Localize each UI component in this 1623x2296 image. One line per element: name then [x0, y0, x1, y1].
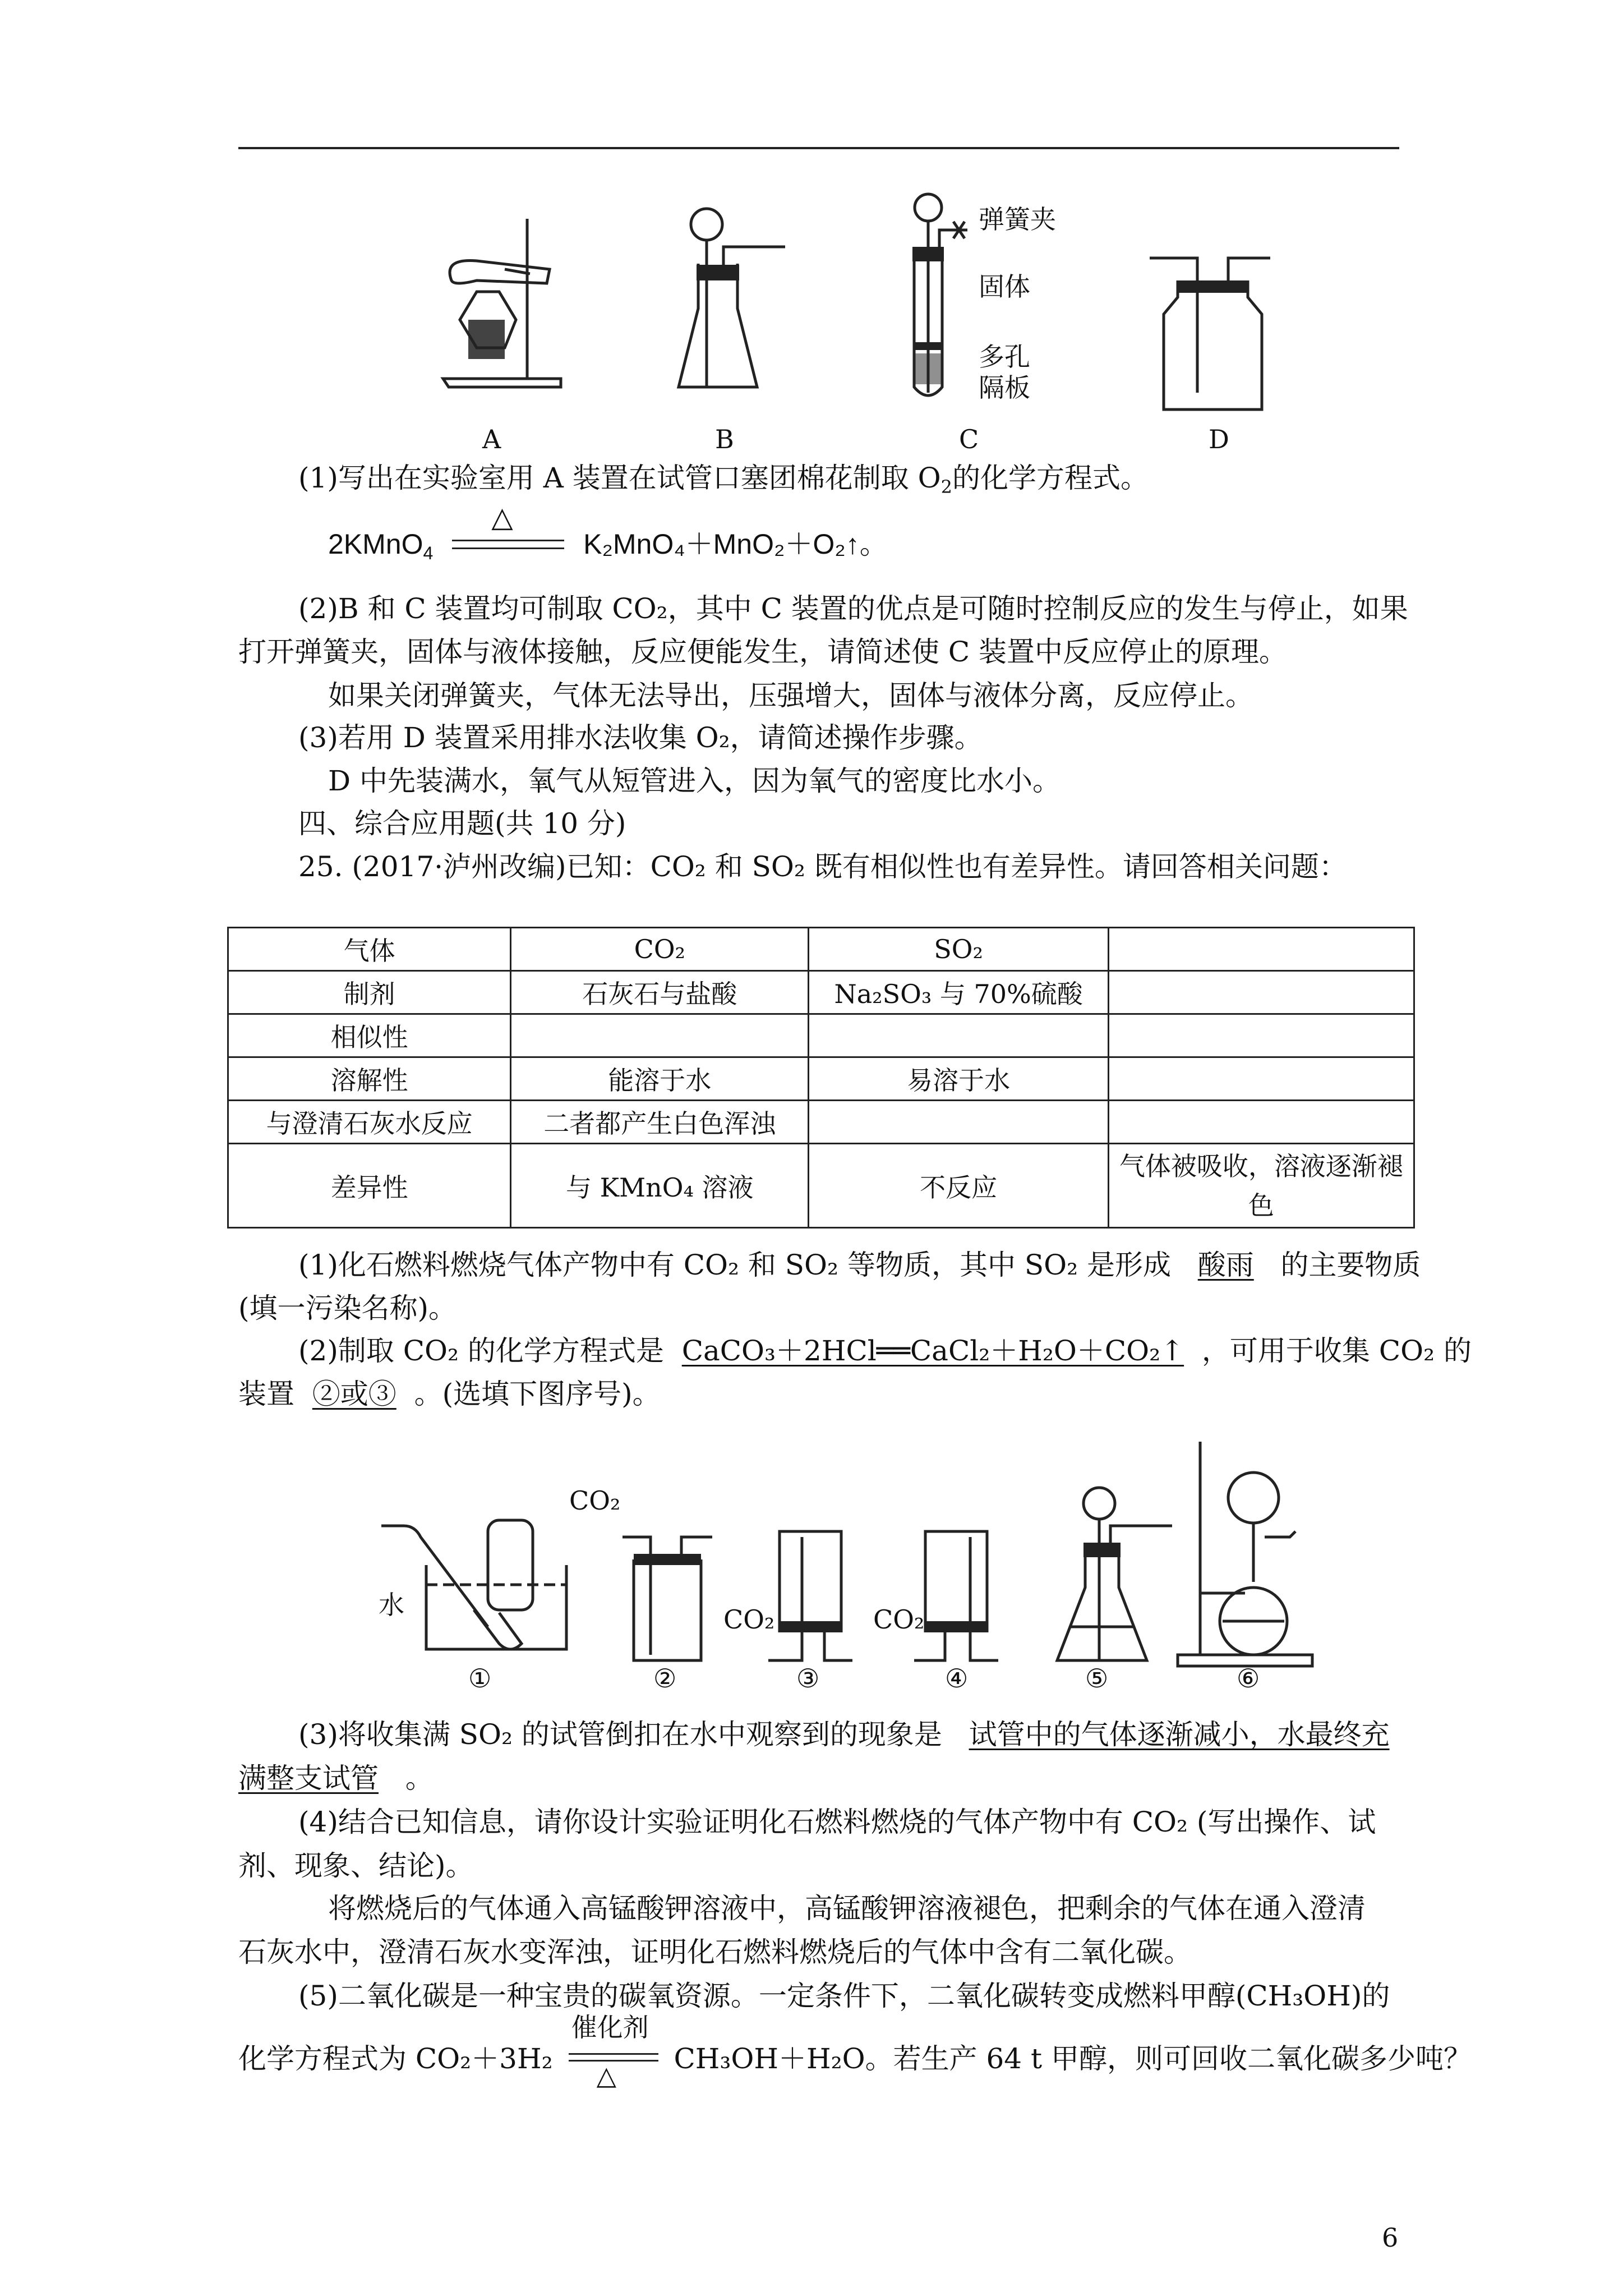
label-porous-1: 多孔 — [979, 342, 1030, 372]
device-5 — [1049, 1481, 1178, 1672]
table-row: 差异性 与 KMnO₄ 溶液 不反应 气体被吸收，溶液逐渐褪色 — [228, 1144, 1414, 1228]
q3-question: (3)若用 D 装置采用排水法收集 O₂，请简述操作步骤。 — [298, 721, 983, 754]
apparatus-b — [673, 202, 802, 398]
q3-answer: D 中先装满水，氧气从短管进入，因为氧气的密度比水小。 — [328, 765, 1061, 797]
answer-acid-rain: 酸雨 — [1197, 1249, 1254, 1281]
co2-label-2: CO₂ — [569, 1485, 621, 1516]
q2-line2: 打开弹簧夹，固体与液体接触，反应便能发生，请简述使 C 装置中反应停止的原理。 — [238, 636, 1288, 668]
q2-answer: 如果关闭弹簧夹，气体无法导出，压强增大，固体与液体分离，反应停止。 — [328, 679, 1253, 712]
q1-equation: 2KMnO$_4$ △ K₂MnO₄＋MnO₂＋O₂↑。 — [328, 501, 888, 563]
p4-answer-2: 石灰水中，澄清石灰水变浑浊，证明化石燃料燃烧后的气体中含有二氧化碳。 — [238, 1936, 1192, 1968]
comparison-table — [227, 927, 1415, 1228]
label-d: D — [1209, 424, 1229, 454]
p5-line1: (5)二氧化碳是一种宝贵的碳氧资源。一定条件下，二氧化碳转变成燃料甲醇(CH₃OH)的 — [298, 1980, 1390, 2012]
p4-answer-1: 将燃烧后的气体通入高锰酸钾溶液中，高锰酸钾溶液褪色，把剩余的气体在通入澄清 — [328, 1892, 1366, 1925]
heat-condition: △ — [596, 2060, 616, 2091]
p3-line2: 满整支试管 。 — [238, 1762, 434, 1795]
fig2-label-2: ② — [653, 1663, 677, 1694]
device-3 — [768, 1520, 858, 1660]
answer-phenomenon-2: 满整支试管 — [238, 1762, 379, 1795]
device-6 — [1178, 1442, 1346, 1672]
label-solid: 固体 — [979, 272, 1030, 302]
p1-line2: (填一污染名称)。 — [238, 1292, 457, 1324]
co2-label-4: CO₂ — [873, 1604, 925, 1635]
p4-line1: (4)结合已知信息，请你设计实验证明化石燃料燃烧的气体产物中有 CO₂ (写出操作、试 — [298, 1806, 1376, 1838]
q2-line1: (2)B 和 C 装置均可制取 CO₂，其中 C 装置的优点是可随时控制反应的发生与停止，如果 — [298, 592, 1408, 625]
label-c: C — [959, 424, 979, 454]
p2-line1: (2)制取 CO₂ 的化学方程式是 CaCO₃＋2HCl══CaCl₂＋H₂O＋CO₂↑ ，可用于收集 CO₂ 的 — [298, 1335, 1472, 1367]
q1-question: (1)写出在实验室用 A 装置在试管口塞团棉花制取 $O_2$的化学方程式。 — [298, 462, 1149, 498]
p5-line2: 化学方程式为 CO₂＋3H₂ 催化剂 △ CH₃OH＋H₂O。若生产 64 t 甲醇，则可回收二氧化碳多少吨？ — [238, 2042, 1472, 2078]
table-row: 制剂 石灰石与盐酸 Na₂SO₃ 与 70%硫酸 — [228, 971, 1414, 1014]
answer-devices: ②或③ — [312, 1378, 396, 1410]
catalyst-condition: 催化剂 — [571, 2012, 649, 2042]
section-heading: 四、综合应用题(共 10 分) — [298, 807, 626, 840]
table-row: 与澄清石灰水反应 二者都产生白色浑浊 — [228, 1101, 1414, 1144]
label-b: B — [715, 424, 734, 454]
p2-line2: 装置 ②或③ 。(选填下图序号)。 — [238, 1378, 661, 1410]
fig2-label-3: ③ — [796, 1663, 820, 1694]
table-row: 相似性 — [228, 1014, 1414, 1057]
label-clip: 弹簧夹 — [979, 204, 1056, 234]
device-2 — [623, 1526, 712, 1666]
answer-phenomenon-1: 试管中的气体逐渐减小，水最终充 — [969, 1718, 1390, 1751]
p1-line1: (1)化石燃料燃烧气体产物中有 CO₂ 和 SO₂ 等物质，其中 SO₂ 是形成 酸雨 的主要物质 — [298, 1249, 1421, 1281]
apparatus-d — [1144, 247, 1273, 415]
label-porous-2: 隔板 — [979, 372, 1030, 403]
apparatus-c — [903, 191, 981, 404]
fig2-label-6: ⑥ — [1237, 1663, 1260, 1694]
header-rule — [238, 147, 1399, 149]
co2-label-3: CO₂ — [723, 1604, 775, 1635]
device-4 — [914, 1520, 1004, 1660]
fig2-label-5: ⑤ — [1085, 1663, 1109, 1694]
device-1 — [381, 1515, 566, 1660]
label-a: A — [482, 424, 501, 454]
p3-line1: (3)将收集满 SO₂ 的试管倒扣在水中观察到的现象是 试管中的气体逐渐减小，水最终充 — [298, 1718, 1390, 1751]
answer-equation: CaCO₃＋2HCl══CaCl₂＋H₂O＋CO₂↑ — [681, 1335, 1184, 1367]
eq-condition: △ — [491, 501, 513, 533]
table-row: 溶解性 能溶于水 易溶于水 — [228, 1057, 1414, 1101]
fig2-label-4: ④ — [945, 1663, 969, 1694]
q25-stem: 25. (2017·泸州改编)已知：CO₂ 和 SO₂ 既有相似性也有差异性。请回答相关问题： — [298, 850, 1347, 883]
page-number: 6 — [1382, 2223, 1399, 2253]
p4-line2: 剂、现象、结论)。 — [238, 1849, 474, 1882]
water-label: 水 — [379, 1590, 404, 1620]
apparatus-a — [432, 208, 578, 398]
table-row: 气体 CO₂ SO₂ — [228, 928, 1414, 971]
fig2-label-1: ① — [468, 1663, 492, 1694]
